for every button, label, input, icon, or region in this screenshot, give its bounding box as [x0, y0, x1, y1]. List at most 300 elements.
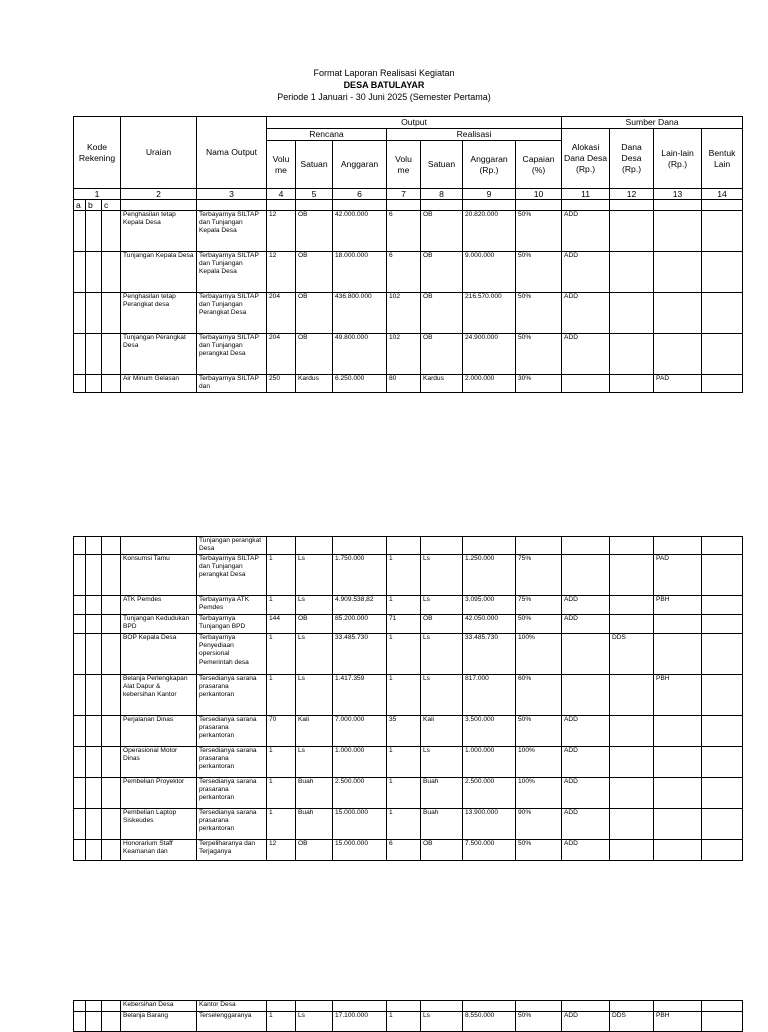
bentuk-cell — [702, 375, 743, 393]
uraian-text: Tunjangan Kepala Desa — [123, 252, 194, 259]
rencana-anggaran-cell — [333, 211, 387, 252]
realisasi-satuan-cell — [421, 716, 463, 747]
kode-rekening-cell — [102, 555, 121, 596]
nama-output-text: Terbayarnya SILTAP dan Tunjangan Perangkat Desa — [199, 293, 259, 317]
kode-rekening-cell — [86, 716, 102, 747]
kode-rekening-cell — [86, 596, 102, 615]
capaian-text: 50% — [518, 716, 532, 723]
capaian-cell — [516, 716, 562, 747]
uraian-cell — [121, 1012, 197, 1032]
nama-output-text: Tersedianya sarana prasarana perkantoran — [199, 809, 257, 833]
nama-output-cell — [197, 596, 267, 615]
rencana-satuan-cell — [296, 675, 333, 716]
realisasi-volume-text: 35 — [389, 716, 397, 723]
uraian-text: Pembelian Proyektor — [123, 778, 185, 785]
rencana-anggaran-cell — [333, 778, 387, 809]
rencana-satuan-text: OB — [298, 334, 308, 341]
kode-rekening-cell — [102, 334, 121, 375]
kode-rekening-cell — [74, 634, 86, 675]
add-cell — [562, 747, 610, 778]
kode-rekening-cell — [74, 809, 86, 840]
rencana-anggaran-text: 1.750.000 — [335, 555, 365, 562]
rencana-volume-text: 144 — [269, 615, 281, 622]
add-text: ADD — [564, 211, 578, 218]
rencana-satuan-cell — [296, 1001, 333, 1012]
nama-output-cell — [197, 747, 267, 778]
lain-cell — [654, 555, 702, 596]
uraian-cell — [121, 634, 197, 675]
nama-output-cell — [197, 334, 267, 375]
dd-text: DDS — [612, 634, 626, 641]
realisasi-anggaran-cell — [463, 1001, 516, 1012]
rencana-satuan-cell — [296, 747, 333, 778]
realisasi-volume-cell — [387, 615, 421, 634]
table-row — [74, 675, 743, 716]
uraian-cell — [121, 334, 197, 375]
realisasi-volume-text: 1 — [389, 634, 393, 641]
rencana-satuan-text: OB — [298, 293, 308, 300]
rencana-satuan-cell — [296, 634, 333, 675]
kode-rekening-cell — [86, 375, 102, 393]
kode-rekening-cell — [102, 747, 121, 778]
dd-cell — [610, 747, 654, 778]
column-number: 2 — [121, 189, 197, 200]
uraian-cell — [121, 840, 197, 861]
kode-rekening-cell — [86, 675, 102, 716]
realisasi-volume-text: 6 — [389, 211, 393, 218]
realisasi-anggaran-cell — [463, 778, 516, 809]
lain-text: PBH — [656, 1012, 670, 1019]
uraian-cell — [121, 596, 197, 615]
rencana-volume-cell — [267, 615, 296, 634]
capaian-cell — [516, 375, 562, 393]
add-text: ADD — [564, 840, 578, 847]
realisasi-volume-cell — [387, 747, 421, 778]
kode-rekening-cell — [86, 211, 102, 252]
kode-rekening-cell — [74, 375, 86, 393]
dd-cell — [610, 809, 654, 840]
realisasi-anggaran-text: 8.550.000 — [465, 1012, 495, 1019]
lain-cell — [654, 840, 702, 861]
rencana-volume-cell — [267, 675, 296, 716]
rencana-satuan-cell — [296, 778, 333, 809]
capaian-text: 50% — [518, 1012, 532, 1019]
nama-output-header: Nama Output — [197, 117, 267, 189]
nama-output-cell — [197, 375, 267, 393]
add-text: ADD — [564, 334, 578, 341]
lain-cell — [654, 716, 702, 747]
realisasi-volume-text: 6 — [389, 252, 393, 259]
nama-output-text: Terbayarnya SILTAP dan Tunjangan perangkat Desa — [199, 334, 259, 358]
realisasi-satuan-cell — [421, 537, 463, 555]
realisasi-satuan-text: Ls — [423, 555, 430, 562]
kode-rekening-cell — [102, 375, 121, 393]
rencana-volume-text: 70 — [269, 716, 277, 723]
realisasi-satuan-text: Kali — [423, 716, 434, 723]
rencana-volume-cell — [267, 716, 296, 747]
table-row — [74, 809, 743, 840]
rencana-volume-text: 1 — [269, 1012, 273, 1019]
uraian-cell — [121, 716, 197, 747]
realisasi-volume-text: 6 — [389, 840, 393, 847]
uraian-cell — [121, 555, 197, 596]
realisasi-satuan-cell — [421, 375, 463, 393]
bentuk-cell — [702, 675, 743, 716]
table-row — [74, 747, 743, 778]
capaian-text: 90% — [518, 809, 532, 816]
rencana-volume-text: 12 — [269, 840, 277, 847]
realisasi-anggaran-cell — [463, 1012, 516, 1032]
realisasi-anggaran-text: 33.485.730 — [465, 634, 499, 641]
bentuk-cell — [702, 840, 743, 861]
uraian-cell — [121, 375, 197, 393]
rencana-anggaran-cell — [333, 1012, 387, 1032]
uraian-cell — [121, 293, 197, 334]
nama-output-cell — [197, 211, 267, 252]
capaian-cell — [516, 334, 562, 375]
lain-cell — [654, 537, 702, 555]
realisasi-satuan-text: OB — [423, 334, 433, 341]
table-row — [74, 634, 743, 675]
realisasi-volume-cell — [387, 252, 421, 293]
realisasi-anggaran-cell — [463, 334, 516, 375]
rencana-volume-header: Volu me — [267, 141, 296, 189]
table-row — [74, 555, 743, 596]
bentuk-cell — [702, 293, 743, 334]
kode-rekening-cell — [74, 555, 86, 596]
uraian-cell — [121, 615, 197, 634]
add-cell — [562, 840, 610, 861]
bentuk-cell — [702, 252, 743, 293]
kode-sub-row — [74, 200, 743, 211]
realisasi-volume-text: 1 — [389, 675, 393, 682]
output-header: Output — [267, 117, 562, 129]
lain-cell — [654, 375, 702, 393]
column-number: 5 — [296, 189, 333, 200]
kode-rekening-cell — [74, 252, 86, 293]
add-cell — [562, 537, 610, 555]
realisasi-volume-cell — [387, 293, 421, 334]
nama-output-cell — [197, 840, 267, 861]
add-cell — [562, 293, 610, 334]
rencana-volume-cell — [267, 1012, 296, 1032]
realisasi-satuan-cell — [421, 334, 463, 375]
lain-cell — [654, 809, 702, 840]
bentuk-cell — [702, 747, 743, 778]
rencana-satuan-cell — [296, 334, 333, 375]
realisasi-anggaran-text: 2.000.000 — [465, 375, 495, 382]
add-cell — [562, 1012, 610, 1032]
realisasi-satuan-text: OB — [423, 615, 433, 622]
lain-text: PBH — [656, 675, 670, 682]
rencana-satuan-cell — [296, 1012, 333, 1032]
capaian-cell — [516, 537, 562, 555]
add-text: ADD — [564, 1012, 578, 1019]
kode-rekening-cell — [86, 840, 102, 861]
realisasi-anggaran-cell — [463, 634, 516, 675]
realisasi-anggaran-cell — [463, 293, 516, 334]
rencana-anggaran-cell — [333, 537, 387, 555]
realisasi-anggaran-text: 24.900.000 — [465, 334, 499, 341]
table-row — [74, 1001, 743, 1012]
kode-rekening-cell — [74, 615, 86, 634]
realisasi-volume-cell — [387, 716, 421, 747]
rencana-satuan-text: Kardus — [298, 375, 319, 382]
rencana-anggaran-cell — [333, 615, 387, 634]
nama-output-text: Tersedianya sarana prasarana perkantoran — [199, 716, 257, 740]
rencana-anggaran-text: 4.909.538,82 — [335, 596, 374, 603]
realisasi-satuan-text: Buah — [423, 809, 439, 816]
realisasi-volume-cell — [387, 809, 421, 840]
nama-output-text: Tersedianya sarana prasarana perkantoran — [199, 675, 257, 699]
table-row — [74, 596, 743, 615]
realisasi-volume-cell — [387, 555, 421, 596]
kode-rekening-cell — [86, 1001, 102, 1012]
uraian-text: Operasional Motor Dinas — [123, 747, 178, 763]
kode-rekening-cell — [74, 840, 86, 861]
realisasi-satuan-text: Kardus — [423, 375, 444, 382]
bentuk-header: Bentuk Lain — [702, 129, 743, 189]
capaian-cell — [516, 555, 562, 596]
rencana-satuan-text: OB — [298, 211, 308, 218]
kode-rekening-cell — [74, 716, 86, 747]
rencana-anggaran-cell — [333, 716, 387, 747]
nama-output-cell — [197, 615, 267, 634]
kode-rekening-cell — [74, 293, 86, 334]
realisasi-volume-cell — [387, 334, 421, 375]
realisasi-anggaran-text: 7.500.000 — [465, 840, 495, 847]
realisasi-anggaran-text: 216.570.000 — [465, 293, 502, 300]
rencana-anggaran-cell — [333, 634, 387, 675]
realisasi-anggaran-cell — [463, 211, 516, 252]
realisasi-anggaran-text: 42.050.000 — [465, 615, 499, 622]
capaian-text: 50% — [518, 293, 532, 300]
add-cell — [562, 555, 610, 596]
rencana-volume-text: 250 — [269, 375, 281, 382]
rencana-volume-cell — [267, 1001, 296, 1012]
rencana-anggaran-cell — [333, 252, 387, 293]
lain-text: PAD — [656, 555, 670, 562]
dd-cell — [610, 615, 654, 634]
add-cell — [562, 615, 610, 634]
lain-text: PBH — [656, 596, 670, 603]
realisasi-satuan-cell — [421, 1012, 463, 1032]
realisasi-satuan-cell — [421, 555, 463, 596]
rencana-anggaran-header: Anggaran — [333, 141, 387, 189]
uraian-text: BOP Kepala Desa — [123, 634, 177, 641]
kode-rekening-cell — [74, 211, 86, 252]
add-text: ADD — [564, 252, 578, 259]
realisasi-volume-text: 102 — [389, 334, 401, 341]
dd-cell — [610, 537, 654, 555]
column-number: 11 — [562, 189, 610, 200]
realisasi-volume-cell — [387, 596, 421, 615]
dd-cell — [610, 634, 654, 675]
realisasi-anggaran-text: 1.250.000 — [465, 555, 495, 562]
column-number: 14 — [702, 189, 743, 200]
kode-rekening-cell — [102, 596, 121, 615]
rencana-anggaran-cell — [333, 293, 387, 334]
realisasi-anggaran-text: 2.500.000 — [465, 778, 495, 785]
realisasi-volume-cell — [387, 1001, 421, 1012]
rencana-volume-text: 1 — [269, 778, 273, 785]
rencana-satuan-cell — [296, 596, 333, 615]
rencana-satuan-text: Ls — [298, 747, 305, 754]
capaian-cell — [516, 615, 562, 634]
nama-output-cell — [197, 675, 267, 716]
nama-output-cell — [197, 809, 267, 840]
rencana-satuan-text: Buah — [298, 778, 314, 785]
rencana-satuan-text: OB — [298, 840, 308, 847]
realisasi-satuan-cell — [421, 840, 463, 861]
rencana-volume-cell — [267, 375, 296, 393]
bentuk-cell — [702, 1012, 743, 1032]
capaian-header: Capaian (%) — [516, 141, 562, 189]
rencana-anggaran-cell — [333, 375, 387, 393]
column-number: 3 — [197, 189, 267, 200]
rencana-volume-text: 204 — [269, 334, 281, 341]
kode-rekening-cell — [102, 1001, 121, 1012]
rencana-anggaran-text: 17.100.000 — [335, 1012, 369, 1019]
realisasi-volume-text: 1 — [389, 809, 393, 816]
lain-cell — [654, 596, 702, 615]
dd-cell — [610, 252, 654, 293]
realisasi-volume-cell — [387, 211, 421, 252]
add-cell — [562, 375, 610, 393]
uraian-cell — [121, 252, 197, 293]
kode-rekening-cell — [102, 634, 121, 675]
table-row — [74, 375, 743, 393]
realisasi-anggaran-cell — [463, 675, 516, 716]
dd-cell — [610, 375, 654, 393]
rencana-volume-cell — [267, 252, 296, 293]
realisasi-anggaran-text: 20.820.000 — [465, 211, 499, 218]
capaian-cell — [516, 293, 562, 334]
rencana-anggaran-text: 49.800.000 — [335, 334, 369, 341]
nama-output-cell — [197, 778, 267, 809]
uraian-text: Air Minum Gelasan — [123, 375, 180, 382]
rencana-volume-cell — [267, 634, 296, 675]
table-row — [74, 334, 743, 375]
realisasi-volume-text: 71 — [389, 615, 397, 622]
rencana-volume-text: 1 — [269, 596, 273, 603]
realisasi-anggaran-cell — [463, 375, 516, 393]
realisasi-satuan-cell — [421, 615, 463, 634]
dd-text: DDS — [612, 1012, 626, 1019]
rencana-satuan-cell — [296, 809, 333, 840]
kode-sub-label: c — [102, 200, 121, 211]
nama-output-text: Terbayarnya SILTAP dan Tunjangan perangkat Desa — [199, 555, 259, 579]
realisasi-volume-cell — [387, 778, 421, 809]
column-number: 8 — [421, 189, 463, 200]
uraian-header: Uraian — [121, 117, 197, 189]
uraian-text: ATK Pemdes — [123, 596, 162, 603]
realisasi-volume-text: 1 — [389, 596, 393, 603]
realisasi-satuan-text: Ls — [423, 596, 430, 603]
nama-output-text: Terbayarnya SILTAP dan Tunjangan Kepala Desa — [199, 252, 259, 276]
column-number: 12 — [610, 189, 654, 200]
table-row — [74, 211, 743, 252]
realisasi-satuan-cell — [421, 634, 463, 675]
kode-rekening-cell — [86, 555, 102, 596]
rencana-satuan-text: OB — [298, 252, 308, 259]
kode-rekening-cell — [102, 537, 121, 555]
rencana-volume-cell — [267, 555, 296, 596]
realisasi-satuan-text: Ls — [423, 634, 430, 641]
nama-output-cell — [197, 1012, 267, 1032]
rencana-volume-cell — [267, 840, 296, 861]
lain-cell — [654, 252, 702, 293]
lain-cell — [654, 634, 702, 675]
rencana-anggaran-text: 2.500.000 — [335, 778, 365, 785]
add-text: ADD — [564, 716, 578, 723]
uraian-text: Pembelian Laptop Siskeudes — [123, 809, 177, 825]
kode-rekening-cell — [74, 778, 86, 809]
kode-rekening-cell — [86, 615, 102, 634]
rencana-anggaran-cell — [333, 840, 387, 861]
table-row — [74, 252, 743, 293]
dd-cell — [610, 293, 654, 334]
capaian-cell — [516, 809, 562, 840]
bentuk-cell — [702, 211, 743, 252]
realisasi-satuan-cell — [421, 211, 463, 252]
realisasi-volume-text: 1 — [389, 778, 393, 785]
dd-cell — [610, 778, 654, 809]
realisasi-satuan-cell — [421, 252, 463, 293]
report-table-page-1 — [73, 116, 743, 393]
add-cell — [562, 334, 610, 375]
add-text: ADD — [564, 778, 578, 785]
rencana-anggaran-text: 436.800.000 — [335, 293, 372, 300]
rencana-volume-cell — [267, 334, 296, 375]
rencana-volume-text: 1 — [269, 675, 273, 682]
report-period: Periode 1 Januari - 30 Juni 2025 (Semester Pertama) — [277, 92, 491, 102]
uraian-text: Perjalanan Dinas — [123, 716, 174, 723]
nama-output-cell — [197, 293, 267, 334]
capaian-text: 100% — [518, 778, 535, 785]
rencana-anggaran-cell — [333, 555, 387, 596]
capaian-text: 50% — [518, 211, 532, 218]
capaian-cell — [516, 840, 562, 861]
kode-sub-label: a — [74, 200, 86, 211]
kode-rekening-cell — [86, 293, 102, 334]
add-cell — [562, 596, 610, 615]
add-cell — [562, 809, 610, 840]
rencana-anggaran-text: 1.000.000 — [335, 747, 365, 754]
dd-cell — [610, 840, 654, 861]
bentuk-cell — [702, 334, 743, 375]
add-text: ADD — [564, 809, 578, 816]
rencana-volume-cell — [267, 211, 296, 252]
uraian-cell — [121, 211, 197, 252]
rencana-satuan-text: Ls — [298, 675, 305, 682]
lain-cell — [654, 675, 702, 716]
table-row — [74, 716, 743, 747]
realisasi-volume-cell — [387, 634, 421, 675]
lain-text: PAD — [656, 375, 670, 382]
capaian-cell — [516, 634, 562, 675]
realisasi-volume-header: Volu me — [387, 141, 421, 189]
rencana-satuan-cell — [296, 555, 333, 596]
rencana-satuan-cell — [296, 840, 333, 861]
realisasi-anggaran-text: 1.000.000 — [465, 747, 495, 754]
uraian-cell — [121, 778, 197, 809]
rencana-satuan-cell — [296, 252, 333, 293]
rencana-volume-text: 1 — [269, 747, 273, 754]
uraian-text: Honorarium Staff Keamanan dan — [123, 840, 173, 856]
realisasi-anggaran-text: 13.900.000 — [465, 809, 499, 816]
kode-rekening-cell — [102, 809, 121, 840]
